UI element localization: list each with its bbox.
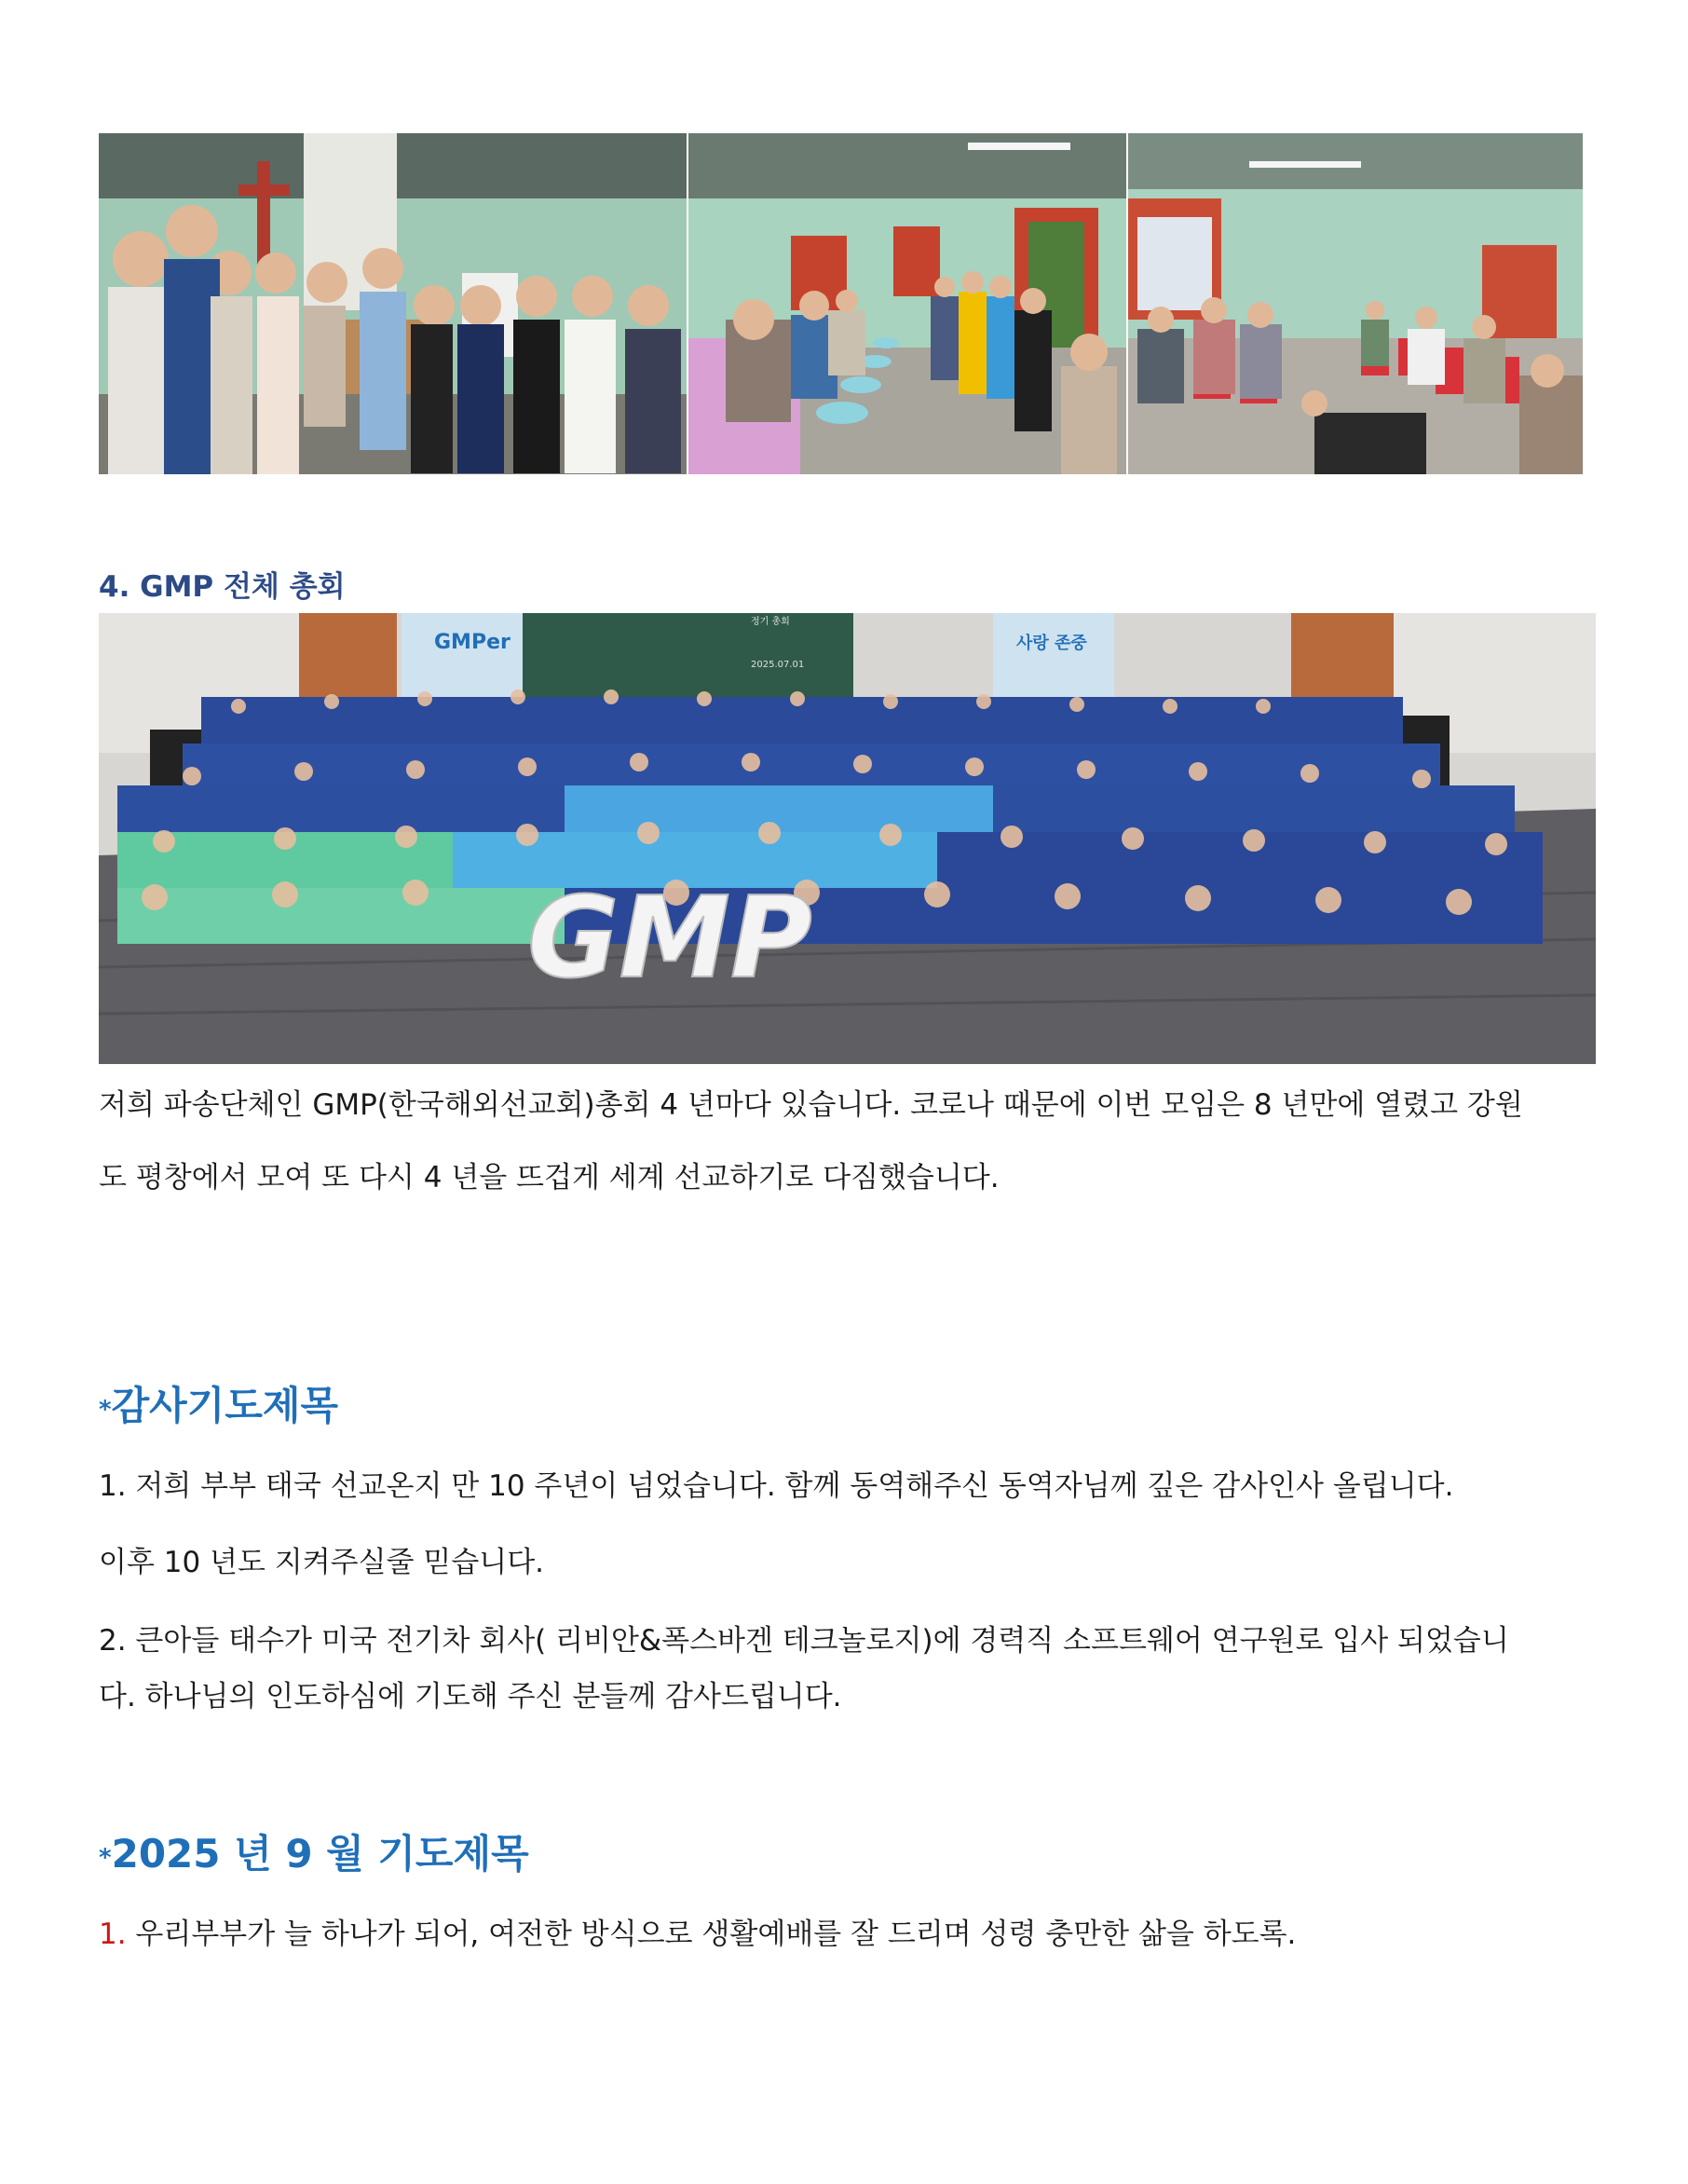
prayer-item-1 [99, 1920, 1589, 1949]
gmp-body-line-2: 도 평창에서 모여 또 다시 4 년을 뜨겁게 세계 선교하기로 다짐했습니다. [99, 1161, 1000, 1194]
photo-worship-group [99, 133, 687, 474]
photo-hall-basins [688, 133, 1126, 474]
thanks-heading-star: * [99, 1396, 112, 1424]
section-heading-gmp: 4. GMP 전체 총회 [99, 570, 346, 604]
banner-center-text: 정기 총회 [751, 617, 790, 627]
thanks-item-2b: 다. 하나님의 인도하심에 기도해 주신 분들께 감사드립니다. [99, 1680, 842, 1713]
prayer-heading-text: 2025 년 9 월 기도제목 [111, 1831, 529, 1877]
thanks-item-1: 1. 저희 부부 태국 선교온지 만 10 주년이 넘었습니다. 함께 동역해주신 동역자님께 깊은 감사인사 올립니다. [99, 1469, 1454, 1503]
banner-left-text: GMPer [434, 631, 510, 654]
gmp-floor-letters: GMP [527, 874, 812, 1003]
photo-gmp-assembly [99, 613, 1596, 1064]
prayer-item-1-number: 1. [99, 1918, 127, 1951]
banner-date-text: 2025.07.01 [751, 660, 805, 670]
prayer-heading [99, 1823, 529, 1879]
prayer-item-1-text: 우리부부가 늘 하나가 되어, 여전한 방식으로 생활예배를 잘 드리며 성령 충만한 삶을 하도록. [126, 1918, 1297, 1951]
prayer-heading-star: * [99, 1844, 112, 1872]
photo-hall-chairs [1128, 133, 1583, 474]
thanks-item-2a: 2. 큰아들 태수가 미국 전기차 회사( 리비안&폭스바겐 테크놀로지)에 경력직 소프트웨어 연구원로 입사 되었습니 [99, 1624, 1509, 1658]
thanks-heading-text: 감사기도제목 [111, 1383, 339, 1428]
thanks-item-1b: 이후 10 년도 지켜주실줄 믿습니다. [99, 1546, 545, 1579]
thanks-heading [99, 1375, 338, 1431]
banner-right-text: 사랑 존중 [1016, 634, 1087, 653]
gmp-body-line-1: 저희 파송단체인 GMP(한국해외선교회)총회 4 년마다 있습니다. 코로나 때문에 이번 모임은 8 년만에 열렸고 강원 [99, 1088, 1523, 1122]
